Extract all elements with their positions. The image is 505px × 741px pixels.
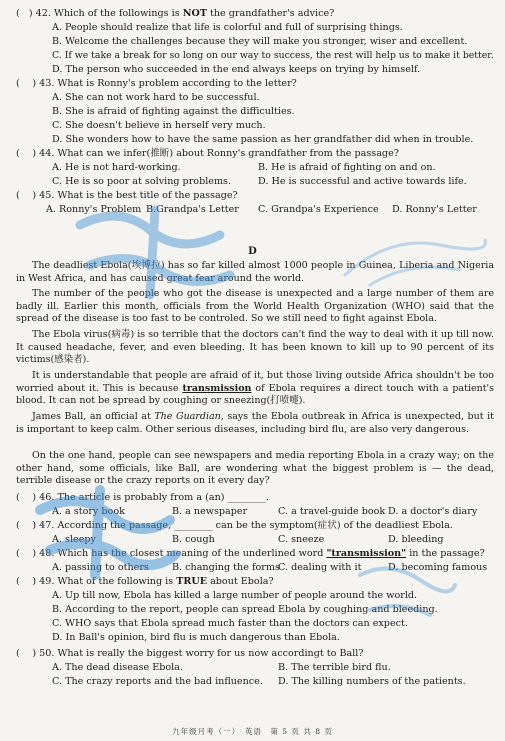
q50-option-d: D. The killing numbers of the patients. xyxy=(278,676,466,687)
passage-paragraph-3: The Ebola virus(病毒) is so terrible that the doctors can't find the way to deal with it up till now. It caused headache, fever, and even bleeding. It has been known to kill up to 90 percent of its victims(感染者). xyxy=(16,329,494,366)
page-footer: 九年级月考（一） 英语 第 5 页 共 8 页 xyxy=(172,727,333,736)
passage-paragraph-6: On the one hand, people can see newspapers and media reporting Ebola in a crazy way; on the other hand, some officials, like Ball, are wondering what the biggest problem is — the dead, terrible disease or the crazy reports on it every day? xyxy=(16,450,494,487)
q49-option-d: D. In Ball's opinion, bird flu is much dangerous than Ebola. xyxy=(52,632,340,643)
paragraph-4-text-a: It is understandable that people are afraid of it, but those living outside Africa shouldn't be too worried about it. This is because xyxy=(16,370,494,394)
q49-stem-text-b: about Ebola? xyxy=(207,576,274,587)
q48-keyword: "transmission" xyxy=(326,548,407,559)
q48-stem-text-a: ( ) 48. Which has the closest meaning of the underlined word xyxy=(16,548,327,559)
q48-option-b: B. changing the forms xyxy=(172,562,280,573)
q50-option-b: B. The terrible bird flu. xyxy=(278,662,391,673)
newspaper-name: The Guardian xyxy=(154,411,221,422)
paragraph-5-text-b: , says the Ebola outbreak in Africa is unexpected, but it is important to keep calm. Other serious diseases, including bird flu, are also very dangerous. xyxy=(16,411,494,435)
q47-option-c: C. sneeze xyxy=(278,534,325,545)
q44-stem: ( ) 44. What can we infer(推断) about Ronny's grandfather from the passage? xyxy=(16,148,399,159)
section-title-d: D xyxy=(248,246,257,257)
q49-option-c: C. WHO says that Ebola spread much faster than the doctors can expect. xyxy=(52,618,408,629)
q48-stem-text-b: in the passage? xyxy=(406,548,485,559)
q43-option-d: D. She wonders how to have the same passion as her grandfather did when in trouble. xyxy=(52,134,474,145)
q47-option-d: D. bleeding xyxy=(388,534,444,545)
q46-option-c: C. a travel-guide book xyxy=(278,506,386,517)
q47-stem: ( ) 47. According the passage, ________ can be the symptom(症状) of the deadliest Ebola. xyxy=(16,520,453,531)
q44-option-d: D. He is successful and active towards life. xyxy=(258,176,467,187)
q49-option-b: B. According to the report, people can spread Ebola by coughing and bleeding. xyxy=(52,604,438,615)
q42-option-d: D. The person who succeeded in the end always keeps on trying by himself. xyxy=(52,64,421,75)
q50-option-a: A. The dead disease Ebola. xyxy=(52,662,184,673)
q49-option-a: A. Up till now, Ebola has killed a large number of people around the world. xyxy=(52,590,418,601)
q43-stem: ( ) 43. What is Ronny's problem according to the letter? xyxy=(16,78,297,89)
q44-option-a: A. He is not hard-working. xyxy=(52,162,181,173)
paragraph-5-text-a: James Ball, an official at xyxy=(32,411,155,422)
q42-not: NOT xyxy=(182,8,207,19)
q45-option-d: D. Ronny's Letter xyxy=(392,204,477,215)
passage-paragraph-4 xyxy=(16,370,494,408)
q45-option-b: B.Grandpa's Letter xyxy=(146,204,239,215)
q42-option-a: A. People should realize that life is colorful and full of surprising things. xyxy=(52,22,403,33)
q46-option-a: A. a story book xyxy=(52,506,125,517)
q44-option-b: B. He is afraid of fighting on and on. xyxy=(258,162,436,173)
q49-stem-text-a: ( ) 49. What of the following is xyxy=(16,576,177,587)
q45-option-a: A. Ronny's Problem xyxy=(46,204,142,215)
q47-option-a: A. sleepy xyxy=(52,534,96,545)
q42-option-c: C. If we take a break for so long on our way to success, the rest will help us to make it better. xyxy=(52,50,494,61)
q43-option-b: B. She is afraid of fighting against the difficulties. xyxy=(52,106,295,117)
q50-stem: ( ) 50. What is really the biggest worry for us now accordingt to Ball? xyxy=(16,648,364,659)
q46-option-b: B. a newspaper xyxy=(172,506,248,517)
passage-paragraph-5 xyxy=(16,411,494,436)
underlined-word-transmission: transmission xyxy=(182,382,252,394)
passage-paragraph-1: The deadliest Ebola(埃博拉) has so far killed almost 1000 people in Guinea, Liberia and Nigeria in West Africa, and has caused great fear around the world. xyxy=(16,260,494,284)
q48-stem xyxy=(16,548,485,560)
q42-option-b: B. Welcome the challenges because they will make you stronger, wiser and excellent. xyxy=(52,36,468,47)
q48-option-d: D. becoming famous xyxy=(388,562,488,573)
q46-stem: ( ) 46. The article is probably from a (an) ________. xyxy=(16,492,269,503)
q48-option-a: A. passing to others xyxy=(52,562,149,573)
q50-option-c: C. The crazy reports and the bad influence. xyxy=(52,676,263,687)
q45-stem: ( ) 45. What is the best title of the passage? xyxy=(16,190,238,201)
q48-option-c: C. dealing with it xyxy=(278,562,362,573)
paragraph-4-text-b: of Ebola requires a direct touch with a patient's blood. It can not be spread by coughing or sneezing(打喷嚏). xyxy=(16,382,495,407)
q49-stem xyxy=(16,576,274,588)
passage-paragraph-2: The number of the people who got the disease is unexpected and a large number of them are badly ill. Earlier this month, officials from the World Health Organization (WHO) said that the spread of the disease is too fast to be controled. So we still need to fight against Ebola. xyxy=(16,288,494,325)
q47-option-b: B. cough xyxy=(172,534,215,545)
q43-option-c: C. She doesn't believe in herself very much. xyxy=(52,120,266,131)
q44-option-c: C. He is so poor at solving problems. xyxy=(52,176,232,187)
q42-stem: ( ) 42. Which of the followings is NOT the grandfather's advice? xyxy=(16,8,335,19)
q45-option-c: C. Grandpa's Experience xyxy=(258,204,379,215)
q43-option-a: A. She can not work hard to be successful. xyxy=(52,92,260,103)
q49-keyword: TRUE xyxy=(176,576,208,587)
q46-option-d: D. a doctor's diary xyxy=(388,506,478,517)
